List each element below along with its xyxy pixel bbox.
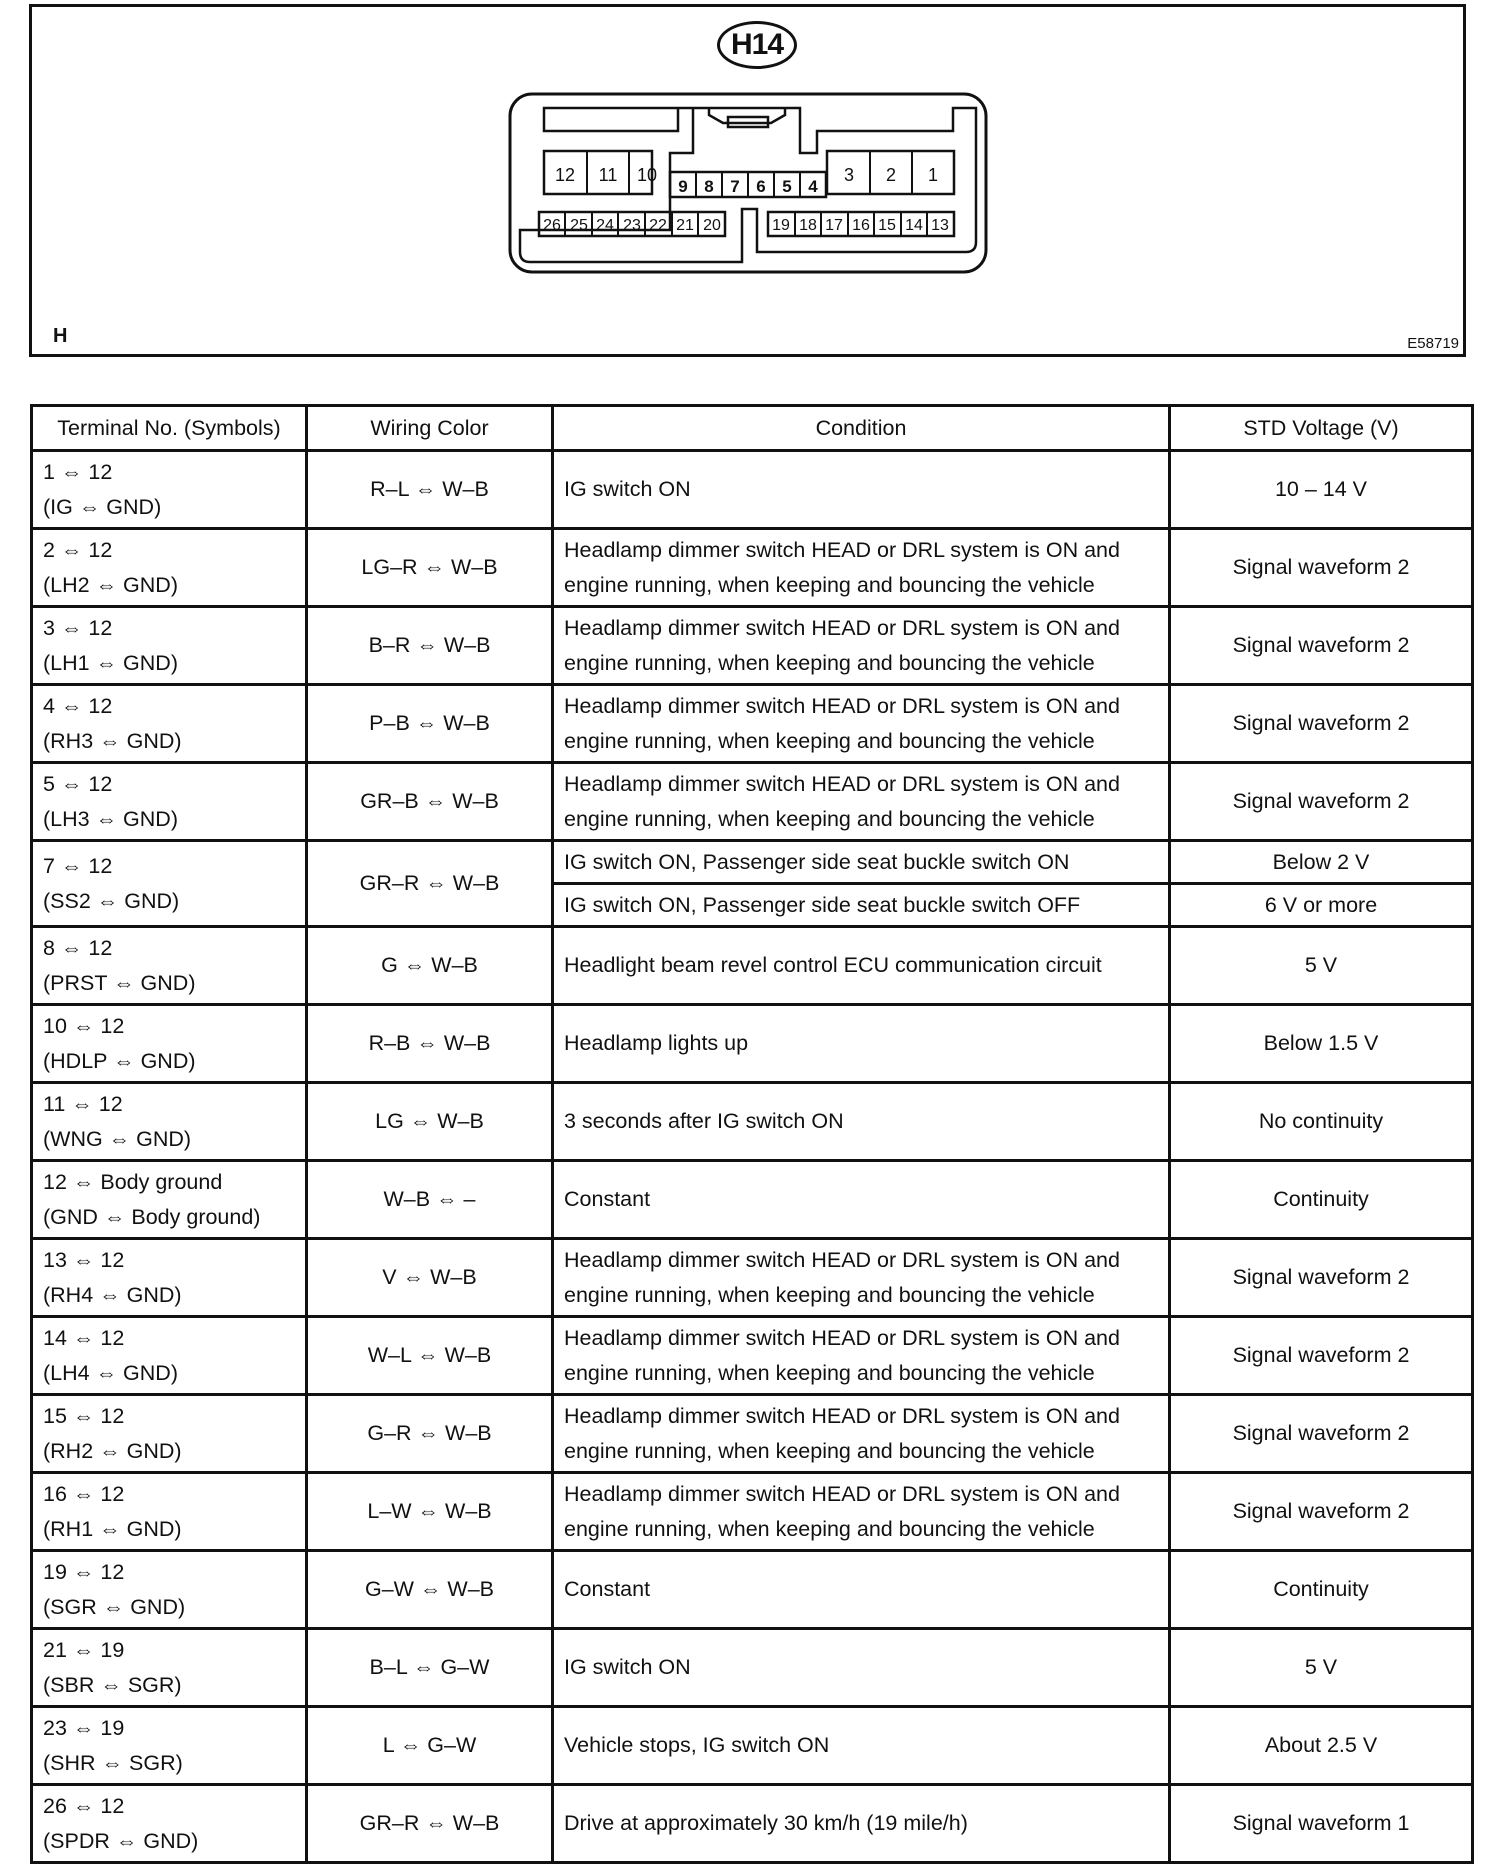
voltage-cell: Signal waveform 1 xyxy=(1170,1785,1473,1863)
table-row xyxy=(32,1395,1473,1473)
terminal-cell: 1 ⇔ 12 (IG ⇔ GND) xyxy=(32,451,307,529)
table-row xyxy=(32,1317,1473,1395)
table-row xyxy=(32,1707,1473,1785)
wiring-color-cell: B–R ⇔ W–B xyxy=(307,607,553,685)
terminal-cell: 5 ⇔ 12 (LH3 ⇔ GND) xyxy=(32,763,307,841)
terminal-cell: 8 ⇔ 12 (PRST ⇔ GND) xyxy=(32,927,307,1005)
table-row xyxy=(32,451,1473,529)
pin-label: 8 xyxy=(704,177,714,196)
condition-cell: Constant xyxy=(553,1161,1170,1239)
wiring-color-cell: GR–R ⇔ W–B xyxy=(307,841,553,927)
condition-cell: Headlamp dimmer switch HEAD or DRL system is ON and engine running, when keeping and bouncing the vehicle xyxy=(553,607,1170,685)
pin-label: 12 xyxy=(554,165,576,185)
condition-cell: Drive at approximately 30 km/h (19 mile/h) xyxy=(553,1785,1170,1863)
header-condition: Condition xyxy=(553,406,1170,451)
condition-cell: Headlamp dimmer switch HEAD or DRL system is ON and engine running, when keeping and bouncing the vehicle xyxy=(553,1473,1170,1551)
condition-cell: IG switch ON xyxy=(553,1629,1170,1707)
wiring-color-cell: G ⇔ W–B xyxy=(307,927,553,1005)
wiring-color-cell: W–B ⇔ – xyxy=(307,1161,553,1239)
pin-label: 9 xyxy=(678,177,688,196)
pin-label: 14 xyxy=(905,217,923,234)
pin-label: 3 xyxy=(843,165,855,185)
condition-cell: Constant xyxy=(553,1551,1170,1629)
voltage-cell: Signal waveform 2 xyxy=(1170,1239,1473,1317)
table-row xyxy=(32,607,1473,685)
table-header-row xyxy=(32,406,1473,451)
condition-cell: Headlamp dimmer switch HEAD or DRL system is ON and engine running, when keeping and bouncing the vehicle xyxy=(553,1239,1170,1317)
voltage-cell: Signal waveform 2 xyxy=(1170,685,1473,763)
terminal-cell: 13 ⇔ 12 (RH4 ⇔ GND) xyxy=(32,1239,307,1317)
voltage-cell: Continuity xyxy=(1170,1161,1473,1239)
pin-label: 20 xyxy=(703,217,721,234)
pin-label: 21 xyxy=(676,217,694,234)
voltage-cell: Signal waveform 2 xyxy=(1170,529,1473,607)
wiring-color-cell: LG–R ⇔ W–B xyxy=(307,529,553,607)
condition-cell: Headlight beam revel control ECU communication circuit xyxy=(553,927,1170,1005)
pin-label: 25 xyxy=(570,217,588,234)
condition-cell: IG switch ON xyxy=(553,451,1170,529)
terminal-cell: 7 ⇔ 12 (SS2 ⇔ GND) xyxy=(32,841,307,927)
figure-code: E58719 xyxy=(1407,335,1459,352)
table-row xyxy=(32,529,1473,607)
voltage-cell: No continuity xyxy=(1170,1083,1473,1161)
wiring-color-cell: P–B ⇔ W–B xyxy=(307,685,553,763)
terminal-cell: 15 ⇔ 12 (RH2 ⇔ GND) xyxy=(32,1395,307,1473)
condition-cell: Headlamp dimmer switch HEAD or DRL system is ON and engine running, when keeping and bouncing the vehicle xyxy=(553,1317,1170,1395)
pin-label: 5 xyxy=(782,177,792,196)
pin-label: 17 xyxy=(825,217,843,234)
pin-label: 6 xyxy=(756,177,766,196)
table-row xyxy=(32,1473,1473,1551)
condition-cell: Headlamp lights up xyxy=(553,1005,1170,1083)
table-row xyxy=(32,685,1473,763)
table-row xyxy=(32,1083,1473,1161)
table-row xyxy=(32,1551,1473,1629)
terminal-cell: 11 ⇔ 12 (WNG ⇔ GND) xyxy=(32,1083,307,1161)
wiring-color-cell: V ⇔ W–B xyxy=(307,1239,553,1317)
voltage-cell: 5 V xyxy=(1170,1629,1473,1707)
terminal-cell: 10 ⇔ 12 (HDLP ⇔ GND) xyxy=(32,1005,307,1083)
terminal-cell: 3 ⇔ 12 (LH1 ⇔ GND) xyxy=(32,607,307,685)
wiring-color-cell: B–L ⇔ G–W xyxy=(307,1629,553,1707)
pin-label: 2 xyxy=(885,165,897,185)
voltage-cell: Continuity xyxy=(1170,1551,1473,1629)
terminal-cell: 2 ⇔ 12 (LH2 ⇔ GND) xyxy=(32,529,307,607)
table-row xyxy=(32,1161,1473,1239)
condition-cell: Headlamp dimmer switch HEAD or DRL system is ON and engine running, when keeping and bouncing the vehicle xyxy=(553,529,1170,607)
voltage-cell: Below 1.5 V xyxy=(1170,1005,1473,1083)
voltage-cell: 10 – 14 V xyxy=(1170,451,1473,529)
wiring-color-cell: GR–R ⇔ W–B xyxy=(307,1785,553,1863)
pin-label: 11 xyxy=(598,165,618,185)
voltage-cell: Signal waveform 2 xyxy=(1170,1473,1473,1551)
condition-cell: IG switch ON, Passenger side seat buckle switch ON xyxy=(553,841,1170,884)
pin-label: 18 xyxy=(799,217,817,234)
voltage-cell: 5 V xyxy=(1170,927,1473,1005)
pin-label: 26 xyxy=(543,217,561,234)
terminal-cell: 23 ⇔ 19 (SHR ⇔ SGR) xyxy=(32,1707,307,1785)
header-wiring-color: Wiring Color xyxy=(307,406,553,451)
voltage-cell: Signal waveform 2 xyxy=(1170,763,1473,841)
header-std-voltage: STD Voltage (V) xyxy=(1170,406,1473,451)
terminal-cell: 19 ⇔ 12 (SGR ⇔ GND) xyxy=(32,1551,307,1629)
connector-latch xyxy=(709,108,785,123)
header-terminal: Terminal No. (Symbols) xyxy=(32,406,307,451)
table-row xyxy=(32,1005,1473,1083)
connector-face-drawing xyxy=(0,0,1504,380)
wiring-color-cell: R–B ⇔ W–B xyxy=(307,1005,553,1083)
wiring-color-cell: L ⇔ G–W xyxy=(307,1707,553,1785)
wiring-color-cell: LG ⇔ W–B xyxy=(307,1083,553,1161)
wiring-color-cell: W–L ⇔ W–B xyxy=(307,1317,553,1395)
wiring-color-cell: G–R ⇔ W–B xyxy=(307,1395,553,1473)
frame-letter: H xyxy=(53,325,68,347)
terminal-cell: 26 ⇔ 12 (SPDR ⇔ GND) xyxy=(32,1785,307,1863)
pin-label: 15 xyxy=(878,217,896,234)
terminal-voltage-table xyxy=(30,404,1474,1864)
pin-label: 23 xyxy=(623,217,641,234)
pin-label: 16 xyxy=(852,217,870,234)
pin-label: 13 xyxy=(931,217,949,234)
pin-label: 22 xyxy=(649,217,667,234)
voltage-cell: Signal waveform 2 xyxy=(1170,607,1473,685)
connector-id-badge: H14 xyxy=(717,21,797,69)
table-row xyxy=(32,1785,1473,1863)
table-row xyxy=(32,1629,1473,1707)
terminal-cell: 21 ⇔ 19 (SBR ⇔ SGR) xyxy=(32,1629,307,1707)
table-row xyxy=(32,1239,1473,1317)
wiring-color-cell: GR–B ⇔ W–B xyxy=(307,763,553,841)
condition-cell: Headlamp dimmer switch HEAD or DRL system is ON and engine running, when keeping and bouncing the vehicle xyxy=(553,1395,1170,1473)
terminal-cell: 12 ⇔ Body ground (GND ⇔ Body ground) xyxy=(32,1161,307,1239)
voltage-cell: 6 V or more xyxy=(1170,884,1473,927)
terminal-cell: 4 ⇔ 12 (RH3 ⇔ GND) xyxy=(32,685,307,763)
pin-label: 1 xyxy=(927,165,939,185)
table-row xyxy=(32,763,1473,841)
condition-cell: IG switch ON, Passenger side seat buckle switch OFF xyxy=(553,884,1170,927)
wiring-color-cell: R–L ⇔ W–B xyxy=(307,451,553,529)
condition-cell: Headlamp dimmer switch HEAD or DRL system is ON and engine running, when keeping and bouncing the vehicle xyxy=(553,685,1170,763)
condition-cell: Headlamp dimmer switch HEAD or DRL system is ON and engine running, when keeping and bouncing the vehicle xyxy=(553,763,1170,841)
table-row xyxy=(32,927,1473,1005)
condition-cell: 3 seconds after IG switch ON xyxy=(553,1083,1170,1161)
voltage-cell: About 2.5 V xyxy=(1170,1707,1473,1785)
pin-label: 19 xyxy=(772,217,790,234)
terminal-cell: 14 ⇔ 12 (LH4 ⇔ GND) xyxy=(32,1317,307,1395)
pin-label: 24 xyxy=(596,217,614,234)
wiring-color-cell: G–W ⇔ W–B xyxy=(307,1551,553,1629)
voltage-cell: Signal waveform 2 xyxy=(1170,1317,1473,1395)
terminal-cell: 16 ⇔ 12 (RH1 ⇔ GND) xyxy=(32,1473,307,1551)
voltage-cell: Signal waveform 2 xyxy=(1170,1395,1473,1473)
voltage-cell: Below 2 V xyxy=(1170,841,1473,884)
pin-label: 10 xyxy=(636,165,658,185)
pin-label: 4 xyxy=(808,177,818,196)
wiring-color-cell: L–W ⇔ W–B xyxy=(307,1473,553,1551)
condition-cell: Vehicle stops, IG switch ON xyxy=(553,1707,1170,1785)
pin-label: 7 xyxy=(730,177,740,196)
table-row xyxy=(32,841,1473,884)
